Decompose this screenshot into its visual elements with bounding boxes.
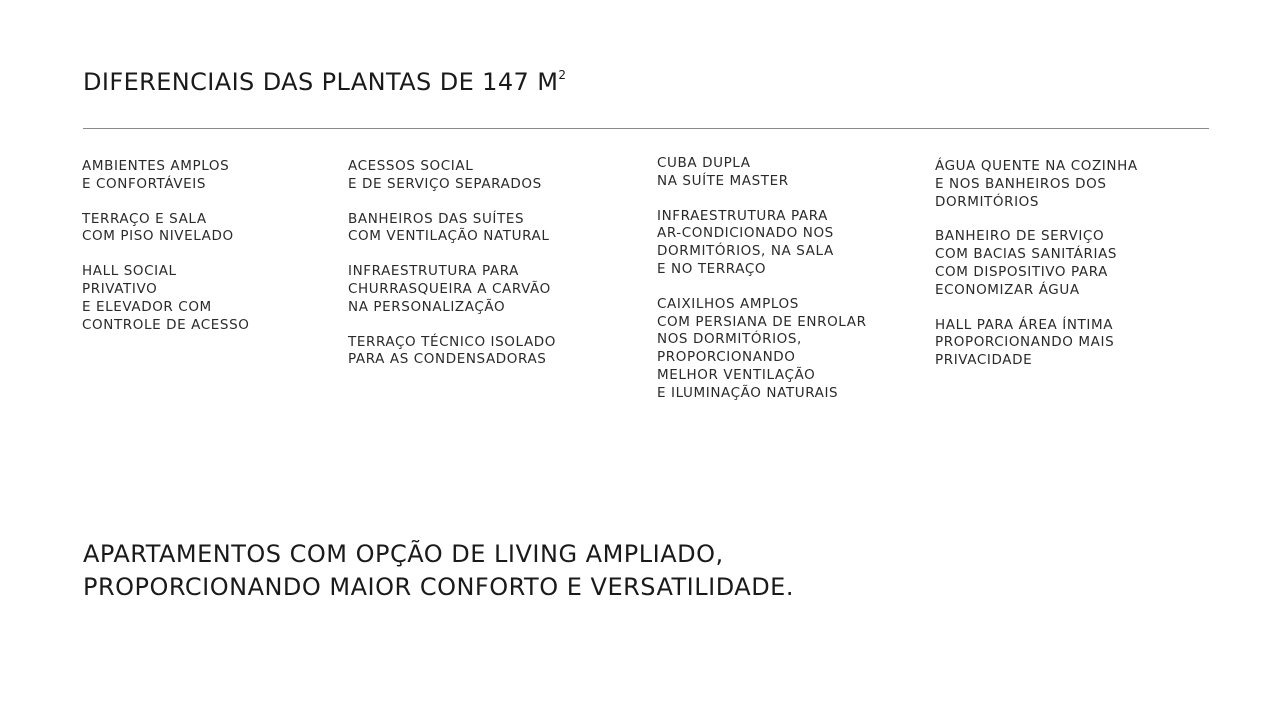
feature-line: E NOS BANHEIROS DOS: [935, 175, 1107, 192]
feature-line: CUBA DUPLA: [657, 155, 751, 171]
feature-item: [348, 211, 638, 247]
features-column-2: [348, 158, 638, 386]
footer-line: APARTAMENTOS COM OPÇÃO DE LIVING AMPLIADO,: [83, 540, 724, 568]
feature-line: NOS DORMITÓRIOS,: [657, 331, 802, 348]
feature-line: PROPORCIONANDO: [657, 349, 796, 366]
feature-line: COM DISPOSITIVO PARA: [935, 263, 1108, 280]
feature-item: [935, 158, 1195, 211]
feature-line: HALL SOCIAL: [82, 263, 177, 280]
feature-line: COM BACIAS SANITÁRIAS: [935, 246, 1118, 263]
feature-line: BANHEIROS DAS SUÍTES: [348, 210, 525, 227]
features-column-1: [82, 158, 322, 351]
feature-line: AMBIENTES AMPLOS: [82, 158, 230, 174]
feature-line: MELHOR VENTILAÇÃO: [657, 366, 816, 383]
feature-line: CONTROLE DE ACESSO: [82, 316, 250, 333]
features-column-3: [657, 155, 917, 420]
feature-line: DORMITÓRIOS, NA SALA: [657, 243, 834, 260]
feature-line: DORMITÓRIOS: [935, 193, 1040, 210]
feature-line: HALL PARA ÁREA ÍNTIMA: [935, 316, 1114, 333]
feature-line: TERRAÇO E SALA: [82, 210, 207, 227]
feature-line: E ELEVADOR COM: [82, 298, 212, 315]
feature-line: INFRAESTRUTURA PARA: [657, 207, 828, 224]
feature-line: CAIXILHOS AMPLOS: [657, 295, 799, 312]
feature-item: [657, 155, 917, 191]
feature-item: [935, 228, 1195, 299]
page-title: [83, 68, 566, 96]
feature-line: PROPORCIONANDO MAIS: [935, 334, 1115, 351]
feature-item: [657, 208, 917, 279]
footer-line: PROPORCIONANDO MAIOR CONFORTO E VERSATILIDADE.: [83, 573, 794, 601]
feature-item: [348, 334, 638, 370]
feature-line: PARA AS CONDENSADORAS: [348, 351, 547, 368]
feature-line: TERRAÇO TÉCNICO ISOLADO: [348, 333, 557, 350]
feature-item: [82, 158, 322, 194]
feature-line: E ILUMINAÇÃO NATURAIS: [657, 384, 839, 401]
feature-line: BANHEIRO DE SERVIÇO: [935, 228, 1105, 245]
feature-line: CHURRASQUEIRA A CARVÃO: [348, 280, 551, 297]
feature-line: INFRAESTRUTURA PARA: [348, 263, 519, 280]
feature-item: [82, 263, 322, 334]
feature-line: AR-CONDICIONADO NOS: [657, 225, 834, 242]
feature-line: E NO TERRAÇO: [657, 260, 767, 277]
feature-line: COM PISO NIVELADO: [82, 228, 234, 245]
features-column-4: [935, 158, 1195, 387]
feature-line: COM PERSIANA DE ENROLAR: [657, 313, 867, 330]
feature-line: ECONOMIZAR ÁGUA: [935, 281, 1080, 298]
feature-line: COM VENTILAÇÃO NATURAL: [348, 228, 550, 245]
feature-line: NA SUÍTE MASTER: [657, 172, 789, 189]
feature-line: E DE SERVIÇO SEPARADOS: [348, 175, 542, 192]
page-title-text: DIFERENCIAIS DAS PLANTAS DE 147 M: [83, 68, 559, 96]
feature-item: [348, 263, 638, 316]
footer-statement: [83, 538, 794, 604]
page-title-superscript: 2: [558, 68, 567, 82]
feature-line: E CONFORTÁVEIS: [82, 175, 207, 192]
feature-line: PRIVACIDADE: [935, 352, 1033, 369]
feature-line: ACESSOS SOCIAL: [348, 158, 474, 174]
feature-line: PRIVATIVO: [82, 280, 158, 297]
feature-item: [348, 158, 638, 194]
title-divider: [83, 128, 1209, 129]
feature-item: [82, 211, 322, 247]
feature-item: [657, 296, 917, 403]
feature-line: ÁGUA QUENTE NA COZINHA: [935, 158, 1138, 174]
feature-item: [935, 317, 1195, 370]
feature-line: NA PERSONALIZAÇÃO: [348, 298, 506, 315]
